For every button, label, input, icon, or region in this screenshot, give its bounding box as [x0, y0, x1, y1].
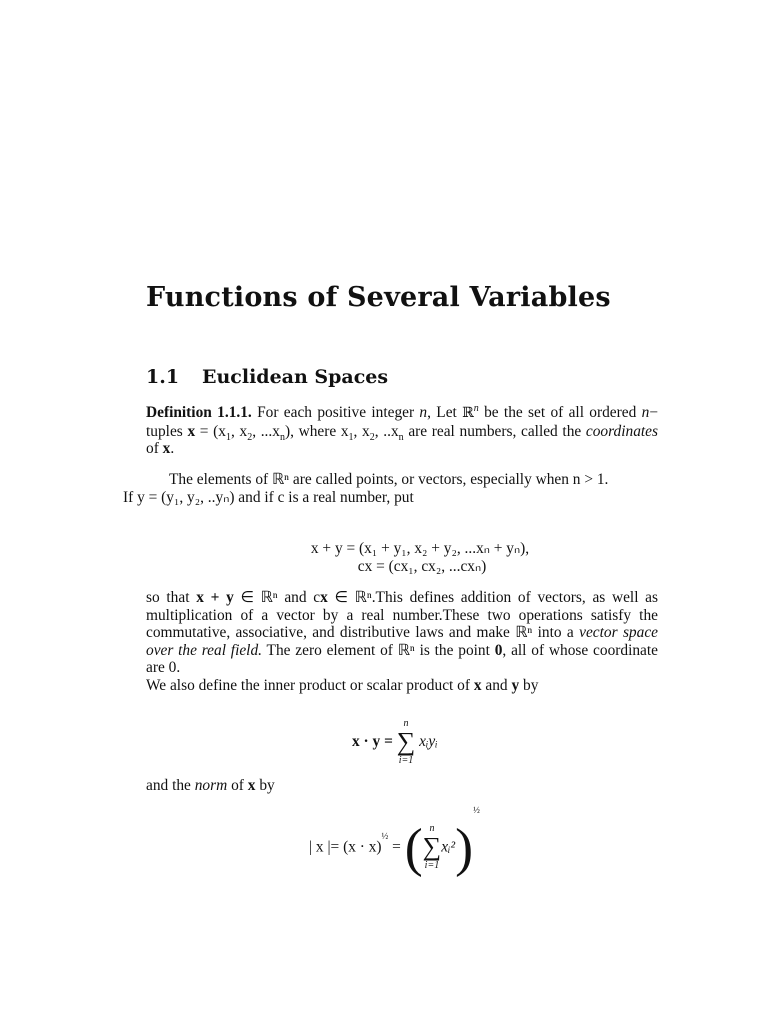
equation-line: x + y = (x₁ + y₁, x₂ + y₂, ...xₙ + yₙ), [310, 540, 530, 557]
paragraph-text: ∈ ℝⁿ.This defines addition of vectors, as well as multiplication of a vector by a real number.These two operations satisfy the commutative, associative, and distributive laws and make ℝⁿ into a [146, 589, 659, 642]
paragraph-text: by [519, 677, 539, 694]
paragraph-text: so that [146, 589, 197, 606]
sigma-symbol: ∑ [422, 832, 442, 862]
norm-equation [309, 805, 480, 878]
inner-product-equation [352, 718, 438, 766]
equation-lhs: | x |= (x · x) [309, 838, 382, 856]
exponent-half: ½ [381, 831, 389, 841]
chapter-title: Functions of Several Variables [146, 282, 611, 313]
sum-lower-limit: i=1 [424, 860, 440, 872]
paragraph-text: of [227, 777, 248, 794]
bold-expression: x [247, 777, 256, 794]
paragraph-text: , all of whose coordinate are 0. [146, 641, 658, 677]
variable-n: n [419, 404, 428, 421]
sum-lower-limit: i=1 [398, 755, 414, 766]
vector-space-paragraph [146, 589, 658, 677]
sigma-symbol: ∑ [396, 727, 416, 756]
equation-line: cx = (cx₁, cx₂, ...cxₙ) [357, 557, 487, 575]
section-title: Euclidean Spaces [202, 366, 389, 388]
definition-text: For each positive integer [251, 404, 420, 421]
right-paren: ) [455, 817, 474, 878]
equals-sign: = [388, 838, 401, 856]
sum-term: xᵢ² [441, 838, 456, 856]
coordinates-term: coordinates [585, 422, 658, 440]
section-number: 1.1 [146, 366, 180, 388]
definition-text: are real numbers, called the [403, 422, 586, 440]
paragraph-text: and [481, 677, 512, 694]
left-paren: ( [404, 817, 423, 878]
summation [423, 823, 442, 871]
summation [397, 718, 416, 766]
reals-symbol: ℝ [462, 405, 474, 421]
exponent-half: ½ [473, 805, 480, 815]
bold-expression: y [511, 677, 520, 694]
paragraph-line: If y = (y₁, y₂, ..yₙ) and if c is a real number, put [123, 488, 414, 506]
equation-lhs: x · y = [352, 733, 393, 750]
paragraph-text: and the [146, 777, 195, 794]
inner-product-paragraph [146, 677, 658, 695]
zero-vector: 0 [494, 641, 503, 659]
vector-addition-equation [146, 540, 658, 575]
italic-term: vector space over the real field. [146, 624, 658, 659]
bold-expression: x [320, 589, 328, 606]
paragraph-text: We also define the inner product or scalar product of [146, 677, 474, 694]
section-heading [146, 366, 388, 388]
elements-paragraph [123, 471, 658, 506]
bold-expression: x + y [196, 589, 234, 606]
paragraph-text: by [255, 777, 275, 794]
paragraph-text: ∈ ℝⁿ and c [233, 589, 321, 606]
definition-text: of [146, 440, 163, 458]
definition-text: tuples [146, 422, 188, 440]
definition-text: ), where x [284, 422, 349, 440]
definition-paragraph: Definition 1.1.1. For each positive integer n, Let ℝ$^n$ be the set of all ordered n− tuples $x = (x_1$, $x_2$, $...x_n$), where $x_1$, $x_2$, $..x_n$ are real numbers, called the coordinates of x. [146, 402, 658, 458]
tuple-expression: = (x [195, 422, 226, 440]
norm-term: norm [194, 777, 228, 794]
norm-paragraph [146, 777, 658, 795]
definition-text: be the set of all ordered [478, 404, 642, 421]
definition-text: , Let [427, 404, 463, 421]
definition-label: Definition 1.1.1. [146, 404, 252, 421]
paragraph-text: The zero element of ℝⁿ is the point [262, 641, 495, 659]
sum-upper-limit: n [403, 718, 409, 729]
bold-expression: x [473, 677, 482, 694]
sum-term: xᵢyᵢ [419, 733, 438, 750]
sum-upper-limit: n [429, 823, 435, 835]
paragraph-line: The elements of ℝⁿ are called points, or vectors, especially when n > 1. [169, 471, 609, 488]
